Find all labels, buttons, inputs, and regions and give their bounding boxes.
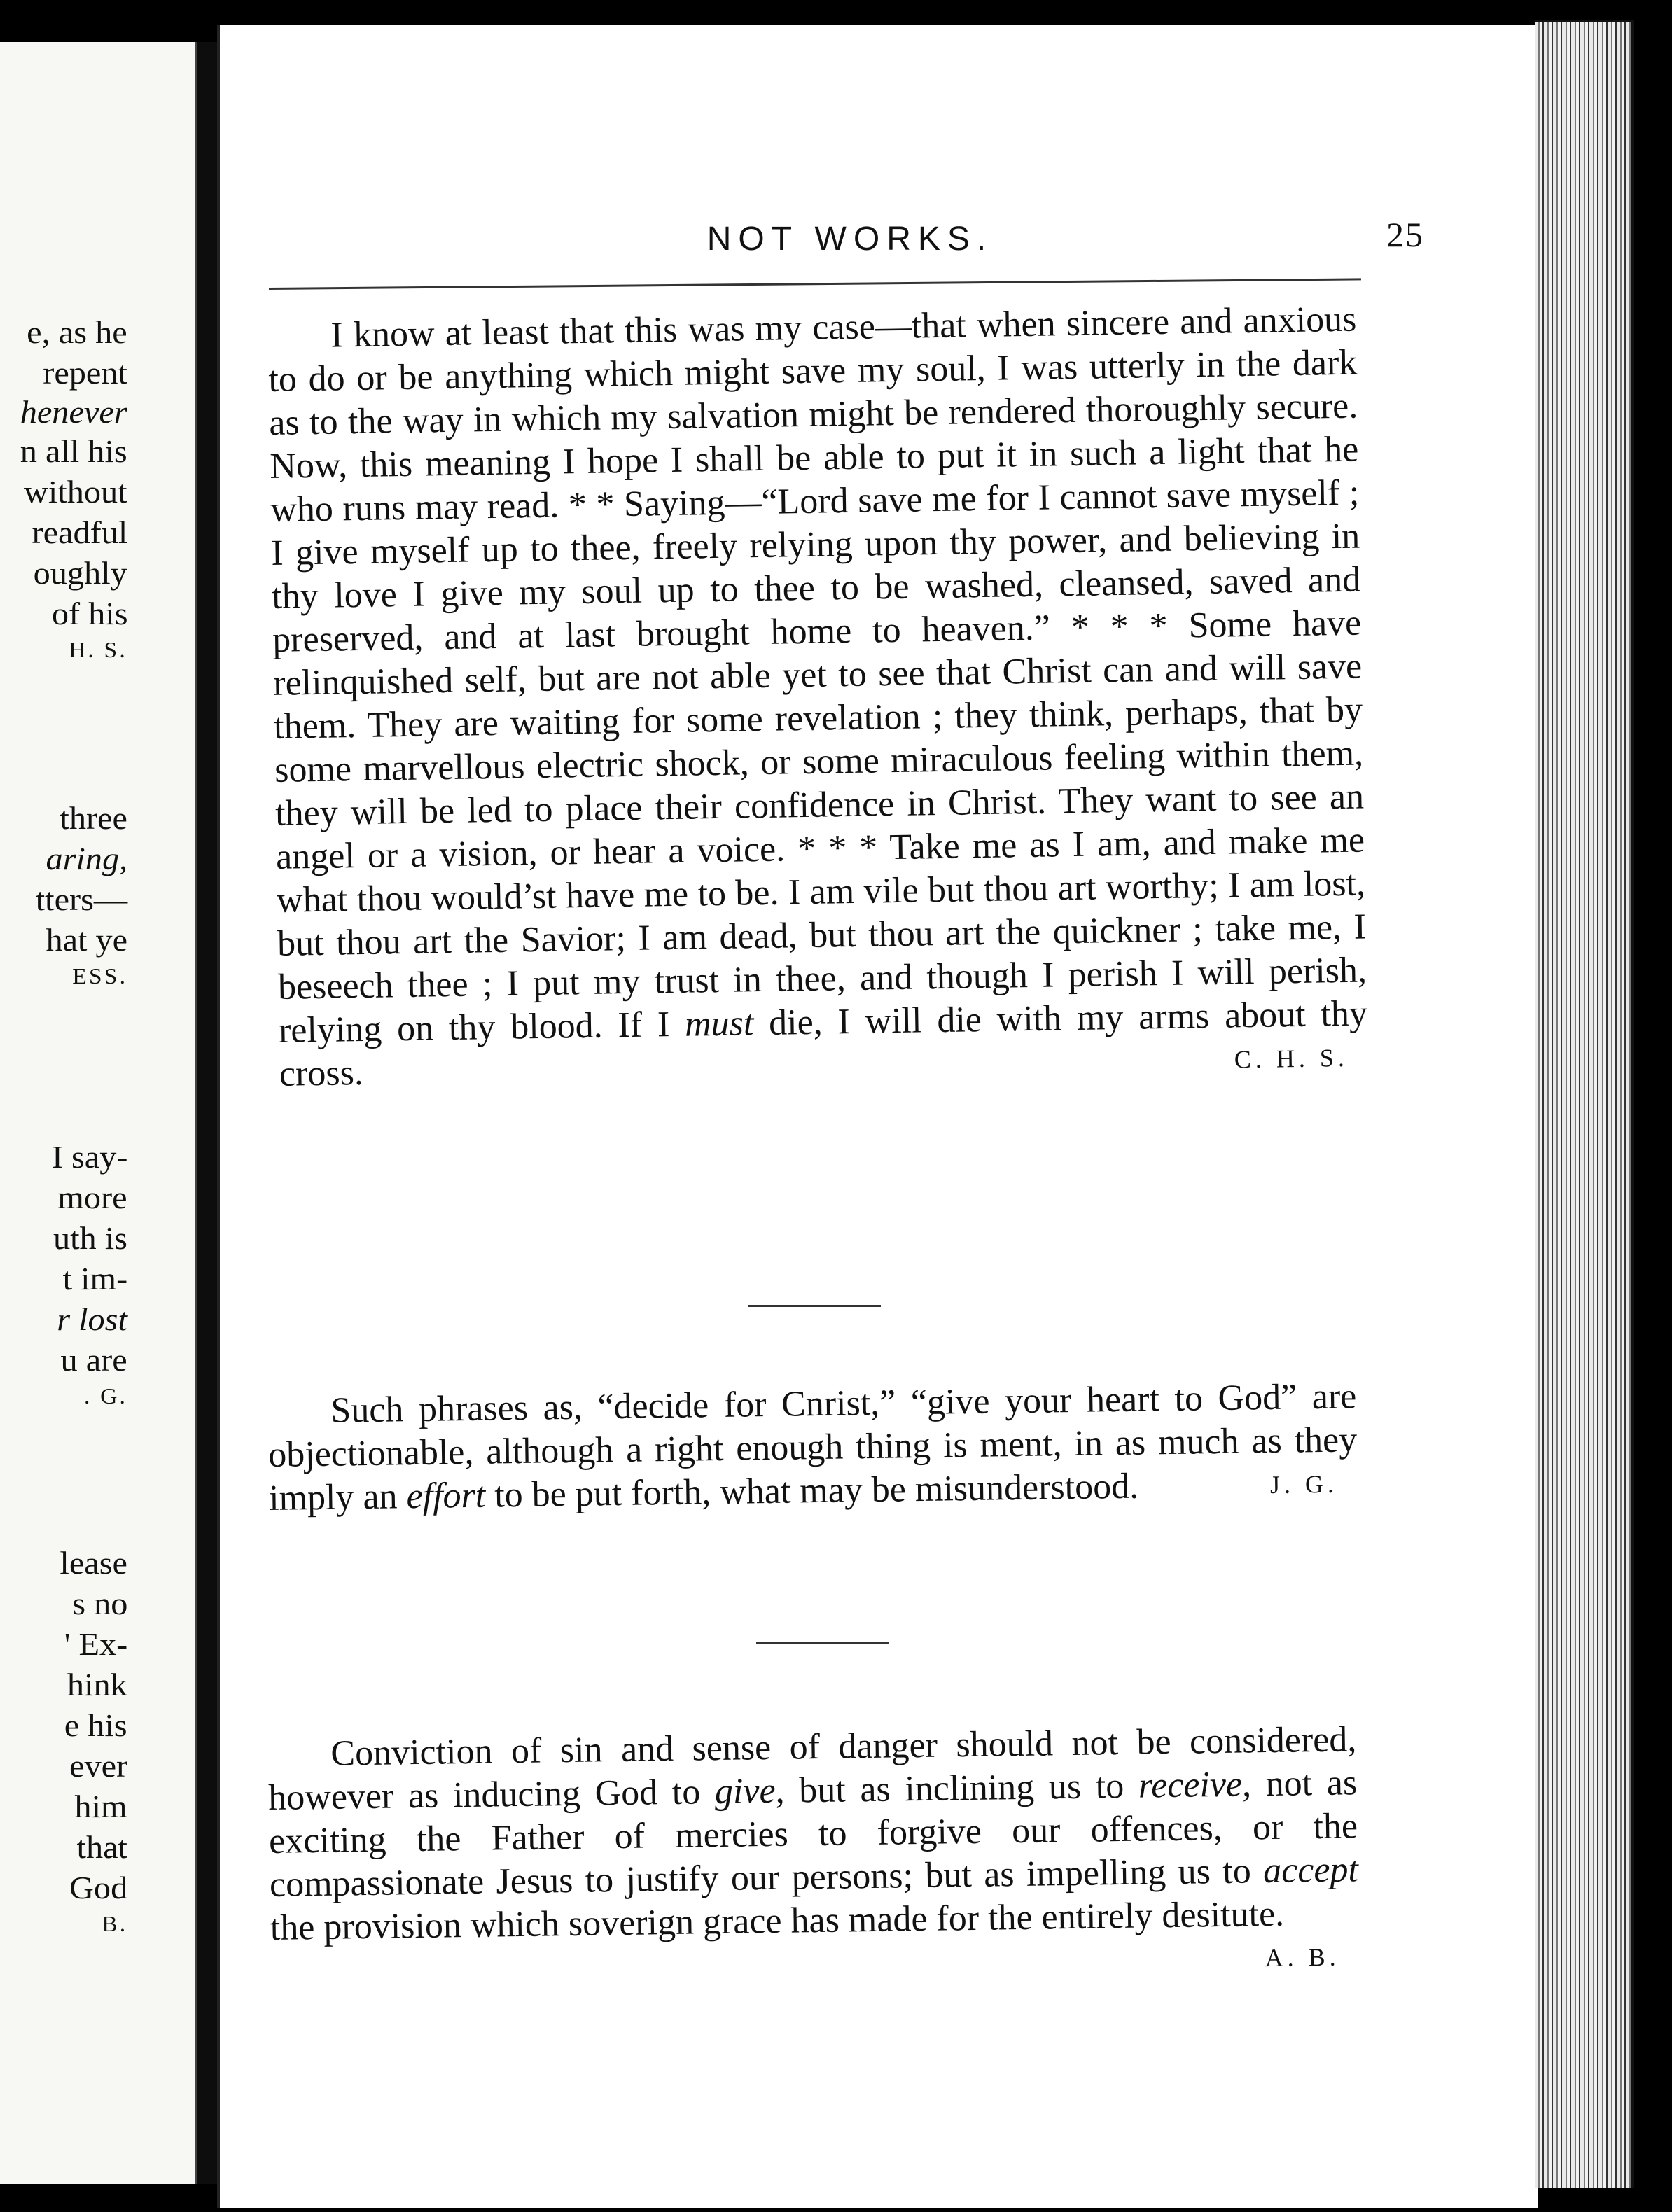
left-page-line: oughly (33, 555, 127, 591)
left-page-line: n all his (20, 433, 127, 469)
book-gutter (197, 42, 217, 2184)
passage-3-text (267, 1718, 1359, 1973)
left-page-line: three (60, 800, 127, 836)
left-page-line: ' Ex- (64, 1626, 127, 1662)
page-edges (1535, 20, 1634, 2188)
left-page-line: . G. (83, 1383, 127, 1408)
section-divider (748, 1305, 881, 1307)
passage-text: to be put forth, what may be misunderstood. (485, 1466, 1139, 1516)
passage-2-signature: J. G. (1269, 1469, 1339, 1499)
main-page (217, 25, 1538, 2208)
left-page-line: lease (60, 1545, 127, 1581)
left-page-line: hink (67, 1667, 127, 1702)
left-page-line: of his (51, 596, 127, 631)
left-page-line: aring, (46, 841, 127, 876)
left-page-line: H. S. (69, 637, 127, 662)
passage-text: Conviction of sin and sense of danger should not be considered, however as inducing God to (267, 1719, 1357, 1818)
left-page-line: readful (32, 514, 127, 550)
passage-emphasis: give (714, 1770, 776, 1812)
left-page-line: uth is (53, 1220, 127, 1256)
left-page-line: God (69, 1870, 127, 1905)
left-page-line: e his (64, 1707, 127, 1743)
passage-1 (267, 298, 1368, 1096)
left-page-line: I say- (51, 1139, 127, 1175)
passage-2-text (267, 1375, 1358, 1520)
passage-1-text (267, 298, 1368, 1096)
left-page-line: ESS. (72, 963, 127, 988)
passage-text: , but as inclining us to (775, 1765, 1139, 1811)
left-page-line: e, as he (27, 314, 127, 350)
left-page-line: t im- (62, 1261, 127, 1296)
passage-emphasis: must (684, 1003, 754, 1044)
page-header (276, 214, 1424, 270)
passage-2 (267, 1375, 1358, 1520)
passage-3 (267, 1718, 1360, 1994)
left-page-text (0, 42, 195, 2184)
left-page-line: without (24, 474, 127, 510)
passage-3-signature: A. B. (1265, 1942, 1340, 1973)
left-page-line: henever (20, 394, 127, 430)
left-page-line: s no (71, 1586, 127, 1621)
passage-text: the provision which soverign grace has made for the entirely desitute. (270, 1893, 1285, 1948)
left-page-line: hat ye (46, 922, 127, 958)
passage-text: , not as exciting the Father of mercies to forgive our offences, or the compassionate Jesus to justify our persons; but as impelling us to (268, 1763, 1358, 1905)
page-number: 25 (1386, 215, 1424, 254)
left-page-line: r lost (57, 1301, 127, 1337)
left-page-line: him (74, 1788, 127, 1824)
left-page-line: u are (60, 1342, 127, 1378)
left-facing-page (0, 42, 197, 2184)
left-page-line: B. (101, 1911, 127, 1936)
header-rule (269, 278, 1361, 290)
left-page-line: tters— (35, 881, 127, 917)
section-divider (756, 1642, 889, 1644)
left-page-line: that (76, 1829, 127, 1865)
passage-emphasis: effort (406, 1475, 486, 1517)
passage-text: I know at least that this was my case—that when sincere and anxious to do or be anything which might save my soul, I was utterly in the dark as to the way in which my salvation might be rendered thoroughly secure. Now, this meaning I hope I shall be able to put it in such a light that he who runs may read. * * Saying—“Lord save me for I cannot save myself ; I give myself up to thee, freely relying upon thy power, and believing in thy love I give my soul up to thee to be washed, cleansed, saved and preserved, and at last brought home to heaven.” * * * Some have relinquished self, but are not able yet to see that Christ can and will save them. They are waiting for some revelation ; they think, perhaps, that by some marvellous electric shock, or some miraculous feeling within them, they will be led to place their confidence in Christ. They want to see an angel or a vision, or hear a voice. * * * Take me as I am, and make me what thou would’st have me to be. I am vile but thou art worthy; I am lost, but thou art the Savior; I am dead, but thou art the quickner ; take me, I beseech thee ; I put my trust in thee, and though I perish I will perish, relying on thy blood. If I (268, 299, 1367, 1051)
passage-text: Such phrases as, “decide for Cnrist,” “give your heart to God” are objectionable, although a right enough thing is ment, in as much as they imply an (267, 1376, 1358, 1518)
passage-emphasis: receive (1138, 1764, 1243, 1806)
left-page-line: ever (69, 1748, 127, 1784)
running-head: NOT WORKS. (706, 220, 994, 258)
passage-text: die, I will die with my arms about thy cross. (279, 993, 1368, 1094)
passage-emphasis: accept (1262, 1849, 1359, 1891)
left-page-line: more (57, 1180, 127, 1215)
passage-1-signature: C. H. S. (1234, 1043, 1349, 1074)
left-page-line: repent (43, 355, 127, 391)
